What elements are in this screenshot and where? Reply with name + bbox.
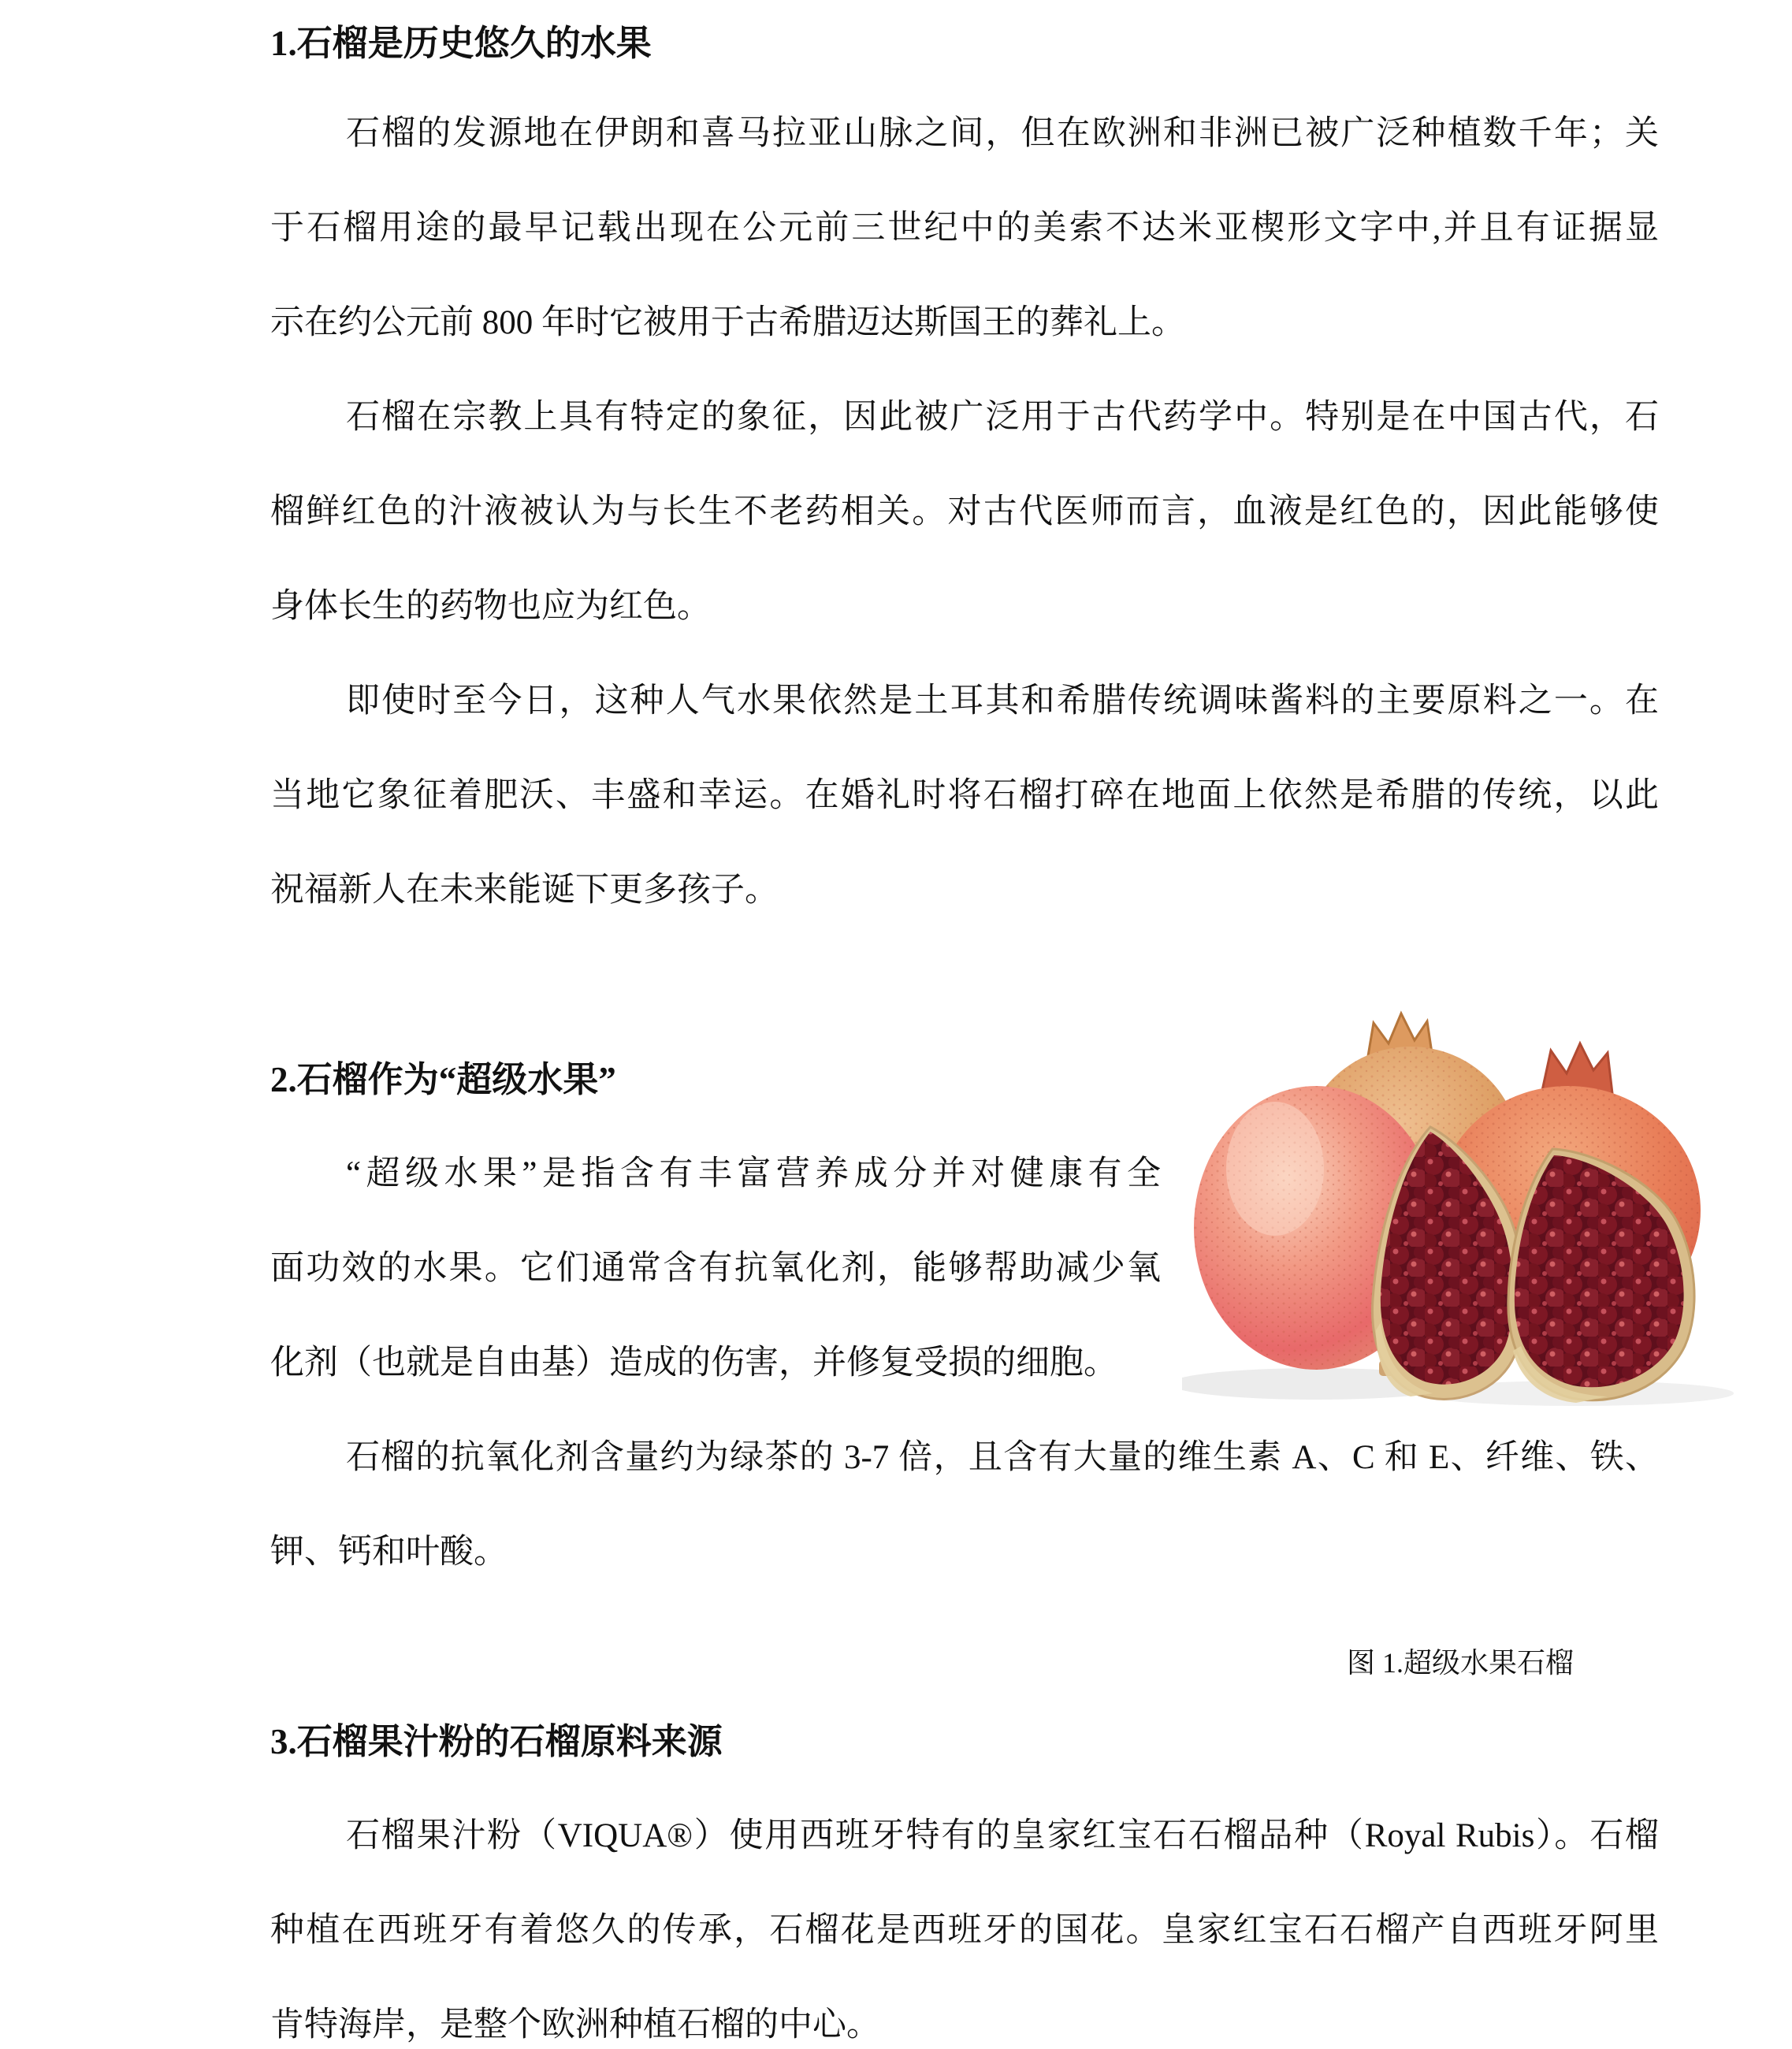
- paragraph-line: 石榴的抗氧化剂含量约为绿茶的 3-7 倍，且含有大量的维生素 A、C 和 E、纤维、铁、: [346, 1439, 1659, 1476]
- pomegranate-image: [1182, 1007, 1743, 1411]
- section-3-heading: 3.石榴果汁粉的石榴原料来源: [270, 1722, 723, 1761]
- paragraph-line: “超级水果”是指含有丰富营养成分并对健康有全: [346, 1155, 1161, 1192]
- paragraph-line: 榴鲜红色的汁液被认为与长生不老药相关。对古代医师而言，血液是红色的，因此能够使: [270, 493, 1659, 530]
- paragraph-line: 示在约公元前 800 年时它被用于古希腊迈达斯国王的葬礼上。: [270, 304, 1185, 341]
- pomegranate-figure: [1182, 1007, 1743, 1411]
- paragraph-line: 种植在西班牙有着悠久的传承，石榴花是西班牙的国花。皇家红宝石石榴产自西班牙阿里: [270, 1912, 1659, 1949]
- paragraph-line: 身体长生的药物也应为红色。: [270, 588, 711, 625]
- section-2-heading: 2.石榴作为“超级水果”: [270, 1060, 616, 1099]
- paragraph-line: 面功效的水果。它们通常含有抗氧化剂，能够帮助减少氧: [270, 1250, 1161, 1287]
- paragraph-line: 化剂（也就是自由基）造成的伤害，并修复受损的细胞。: [270, 1344, 1117, 1381]
- figure-caption: 图 1.超级水果石榴: [1346, 1647, 1574, 1679]
- paragraph-line: 钾、钙和叶酸。: [270, 1534, 507, 1571]
- paragraph-line: 于石榴用途的最早记载出现在公元前三世纪中的美索不达米亚楔形文字中,并且有证据显: [270, 210, 1659, 247]
- paragraph-line: 即使时至今日，这种人气水果依然是土耳其和希腊传统调味酱料的主要原料之一。在: [346, 682, 1659, 720]
- paragraph-line: 当地它象征着肥沃、丰盛和幸运。在婚礼时将石榴打碎在地面上依然是希腊的传统，以此: [270, 777, 1659, 814]
- paragraph-line: 石榴果汁粉（VIQUA®）使用西班牙特有的皇家红宝石石榴品种（Royal Rubis）。石榴: [346, 1817, 1659, 1854]
- paragraph-line: 石榴在宗教上具有特定的象征，因此被广泛用于古代药学中。特别是在中国古代，石: [346, 399, 1659, 436]
- paragraph-line: 祝福新人在未来能诞下更多孩子。: [270, 872, 779, 909]
- paragraph-line: 石榴的发源地在伊朗和喜马拉亚山脉之间，但在欧洲和非洲已被广泛种植数千年；关: [346, 115, 1659, 152]
- section-1-heading: 1.石榴是历史悠久的水果: [270, 24, 652, 63]
- paragraph-line: 肯特海岸，是整个欧洲种植石榴的中心。: [270, 2006, 880, 2043]
